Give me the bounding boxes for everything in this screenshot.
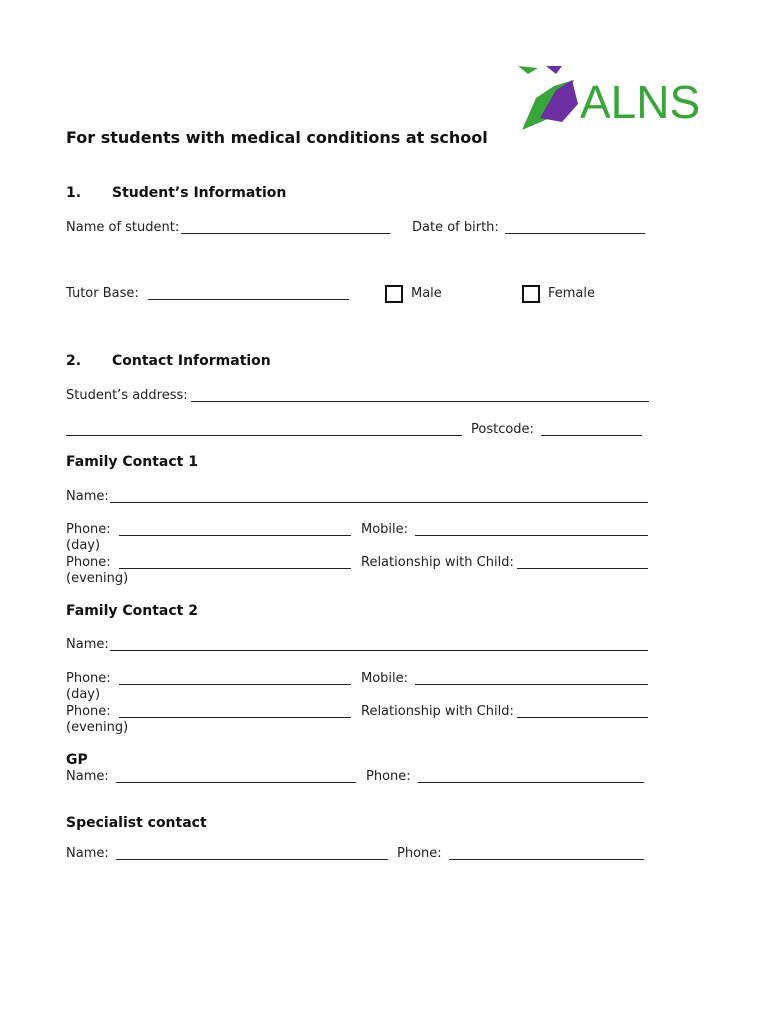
section-2-title: Contact Information	[112, 353, 271, 369]
dob-label: Date of birth:	[412, 220, 499, 235]
fc2-phone-evening-label: Phone:	[66, 704, 111, 719]
fc1-day-label: (day)	[66, 538, 101, 553]
fc2-phone-evening-field[interactable]	[119, 717, 351, 718]
section-1-title: Student’s Information	[112, 185, 287, 201]
gp-name-field[interactable]	[116, 782, 356, 783]
fc1-phone-day-field[interactable]	[119, 535, 351, 536]
address-field-line-1[interactable]	[191, 401, 649, 402]
fc1-phone-evening-label: Phone:	[66, 555, 111, 570]
fc1-relationship-label: Relationship with Child:	[361, 555, 514, 570]
fc1-name-field[interactable]	[110, 502, 648, 503]
fc2-phone-day-label: Phone:	[66, 671, 111, 686]
fc1-name-label: Name:	[66, 489, 109, 504]
logo-text: ALNS	[580, 76, 701, 128]
specialist-contact-title: Specialist contact	[66, 815, 207, 831]
fc2-name-field[interactable]	[110, 650, 648, 651]
dob-field[interactable]	[505, 233, 645, 234]
fc1-evening-label: (evening)	[66, 571, 129, 586]
section-1-number: 1.	[66, 185, 82, 201]
gp-title: GP	[66, 752, 88, 768]
alns-logo	[516, 64, 712, 134]
fc1-mobile-field[interactable]	[415, 535, 648, 536]
student-name-field[interactable]	[181, 233, 390, 234]
specialist-name-label: Name:	[66, 846, 109, 861]
male-label: Male	[411, 286, 442, 301]
fc1-mobile-label: Mobile:	[361, 522, 409, 537]
gp-name-label: Name:	[66, 769, 109, 784]
tutor-base-label: Tutor Base:	[66, 286, 139, 301]
postcode-field[interactable]	[541, 435, 642, 436]
fc2-relationship-label: Relationship with Child:	[361, 704, 514, 719]
fc2-phone-day-field[interactable]	[119, 684, 351, 685]
family-contact-1-title: Family Contact 1	[66, 454, 198, 470]
section-2-number: 2.	[66, 353, 82, 369]
form-title: For students with medical conditions at school	[66, 128, 488, 147]
address-label: Student’s address:	[66, 388, 188, 403]
specialist-name-field[interactable]	[116, 859, 388, 860]
gp-phone-label: Phone:	[366, 769, 411, 784]
address-field-line-2[interactable]	[66, 435, 462, 436]
specialist-phone-label: Phone:	[397, 846, 442, 861]
fc1-phone-day-label: Phone:	[66, 522, 111, 537]
tutor-base-field[interactable]	[148, 299, 349, 300]
student-name-label: Name of student:	[66, 220, 180, 235]
fc2-mobile-field[interactable]	[415, 684, 648, 685]
fc1-relationship-field[interactable]	[517, 568, 648, 569]
fc2-mobile-label: Mobile:	[361, 671, 409, 686]
fc1-phone-evening-field[interactable]	[119, 568, 351, 569]
fc2-evening-label: (evening)	[66, 720, 129, 735]
fc2-relationship-field[interactable]	[517, 717, 648, 718]
male-checkbox[interactable]	[385, 285, 403, 303]
fc2-day-label: (day)	[66, 687, 101, 702]
gp-phone-field[interactable]	[418, 782, 644, 783]
female-label: Female	[548, 286, 596, 301]
postcode-label: Postcode:	[471, 422, 534, 437]
female-checkbox[interactable]	[522, 285, 540, 303]
family-contact-2-title: Family Contact 2	[66, 603, 198, 619]
specialist-phone-field[interactable]	[449, 859, 644, 860]
fc2-name-label: Name:	[66, 637, 109, 652]
